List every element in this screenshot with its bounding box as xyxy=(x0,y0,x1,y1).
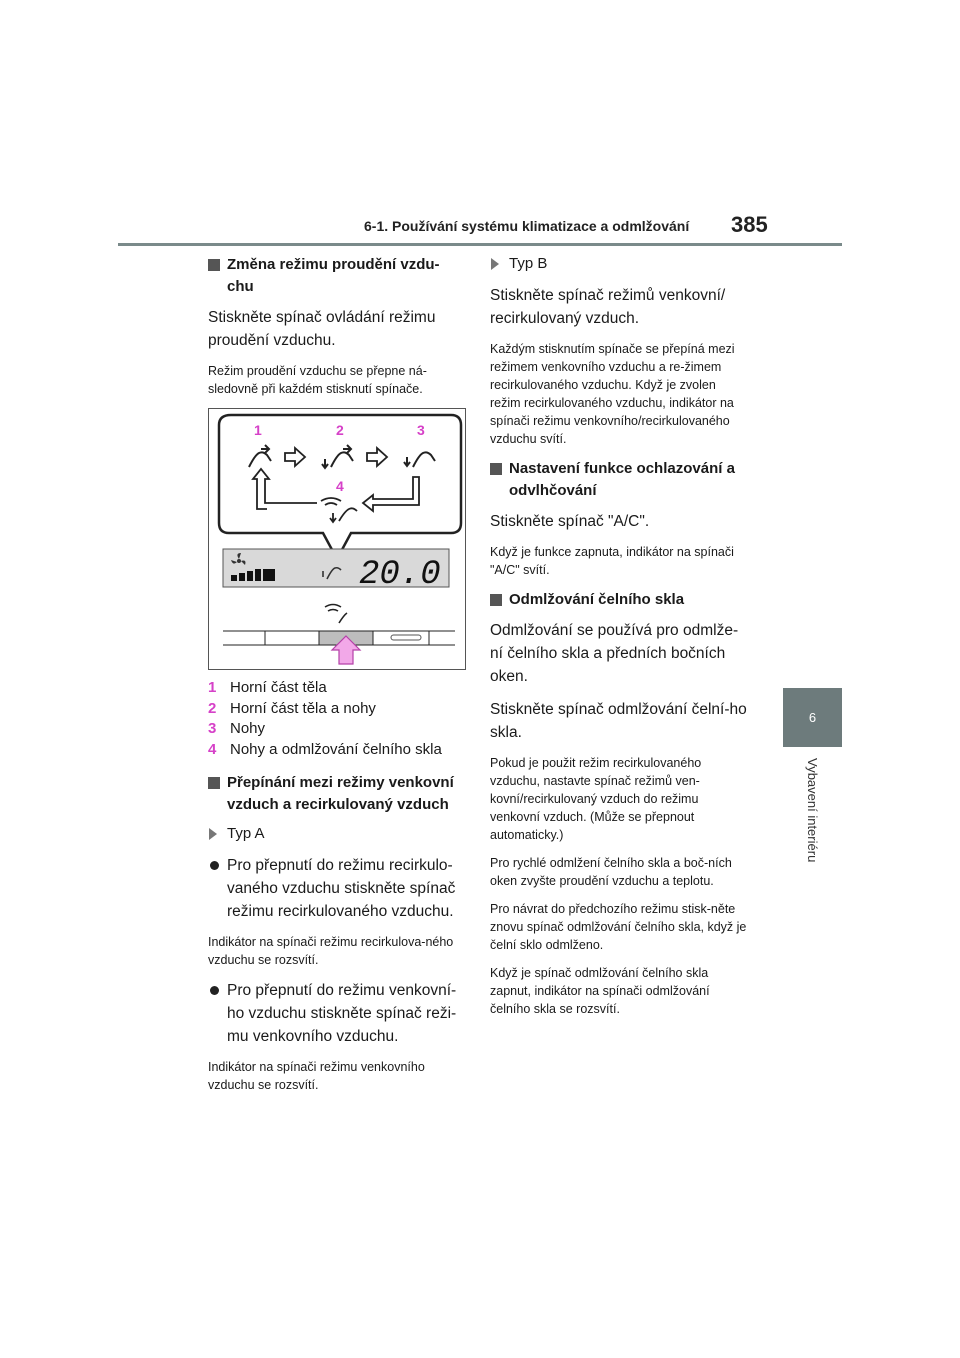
right-column xyxy=(490,254,748,1028)
airflow-mode-figure xyxy=(208,408,466,670)
chapter-tab: 6 xyxy=(783,688,842,747)
note: Indikátor na spínači režimu venkovního vzduchu se rozsvítí. xyxy=(208,1060,425,1092)
legend-item: 2 Horní část těla a nohy xyxy=(208,699,376,717)
heading-air-intake: Přepínání mezi režimy venkovní vzduch a recirkulovaný vzduch xyxy=(208,772,466,816)
square-bullet-icon xyxy=(208,777,220,789)
legend-item: 3 Nohy xyxy=(208,720,266,737)
note: Když je funkce zapnuta, indikátor na spínači "A/C" svítí. xyxy=(490,545,734,577)
legend-item: 4 Nohy a odmlžování čelního skla xyxy=(208,740,442,758)
bullet-item: Pro přepnutí do režimu recirkulo-vaného vzduchu stiskněte spínač režimu recirkulovaného vzduchu. xyxy=(208,854,466,923)
square-bullet-icon xyxy=(490,463,502,475)
temperature-readout: 20.0 xyxy=(359,556,441,594)
legend-item: 1 Horní část těla xyxy=(208,679,327,696)
note: Pokud je použit režim recirkulovaného vzduchu, nastavte spínač režimů ven-kovní/recirkulovaný vzduch do režimu venkovní vzduch. (Může se přepnout automaticky.) xyxy=(490,756,702,842)
section-title: 6-1. Používání systému klimatizace a odmlžování xyxy=(364,218,690,234)
heading-airflow-mode: Změna režimu proudění vzdu-chu xyxy=(208,254,466,298)
mode-label-1: 1 xyxy=(254,422,262,438)
mode-label-3: 3 xyxy=(417,422,425,438)
heading-ac: Nastavení funkce ochlazování a odvlhčování xyxy=(490,458,748,502)
type-a-label: Typ A xyxy=(208,824,466,844)
page-number: 385 xyxy=(731,212,768,237)
note: Pro návrat do předchozího režimu stisk-něte znovu spínač odmlžování čelního skla, když je čelní sklo odmlženo. xyxy=(490,902,747,952)
note: Indikátor na spínači režimu recirkulova-ného vzduchu se rozsvítí. xyxy=(208,935,454,967)
paragraph: Odmlžování se používá pro odmlže-ní čelního skla a předních bočních oken. xyxy=(490,622,739,685)
note: Pro rychlé odmlžení čelního skla a boč-ních oken zvyšte proudění vzduchu a teplotu. xyxy=(490,856,732,888)
bullet-item: Pro přepnutí do režimu venkovní-ho vzduchu stiskněte spínač reži-mu venkovního vzduchu. xyxy=(208,979,466,1048)
type-b-label: Typ B xyxy=(490,254,748,274)
paragraph: Stiskněte spínač režimů venkovní/ recirkulovaný vzduch. xyxy=(490,287,726,327)
square-bullet-icon xyxy=(208,259,220,271)
defrost-feet-small-icon xyxy=(325,605,347,624)
mode-label-2: 2 xyxy=(336,422,344,438)
heading-defog: Odmlžování čelního skla xyxy=(490,589,748,611)
header-rule xyxy=(118,243,842,246)
paragraph: Stiskněte spínač ovládání režimu proudění vzduchu. xyxy=(208,309,436,349)
triangle-bullet-icon xyxy=(209,828,217,840)
bullet-dot-icon xyxy=(210,861,219,870)
triangle-bullet-icon xyxy=(491,258,499,270)
switch-indicator xyxy=(391,635,421,640)
left-column xyxy=(208,254,466,1104)
paragraph: Stiskněte spínač "A/C". xyxy=(490,513,650,530)
paragraph: Stiskněte spínač odmlžování čelní-ho skla. xyxy=(490,701,747,741)
bullet-dot-icon xyxy=(210,986,219,995)
chapter-label: Vybavení interiéru xyxy=(805,758,820,863)
note: Když je spínač odmlžování čelního skla zapnut, indikátor na spínači odmlžování čelního skla se rozsvítí. xyxy=(490,966,710,1016)
airflow-mode-diagram xyxy=(209,409,465,669)
note: Každým stisknutím spínače se přepíná mezi režimem venkovního vzduchu a re-žimem recirkulovaného vzduchu. Když je zvolen režim recirkulovaného vzduchu, indikátor na spínači režimu venkovního/recirkulovaného vzduchu svítí. xyxy=(490,342,735,446)
square-bullet-icon xyxy=(490,594,502,606)
mode-label-4: 4 xyxy=(336,478,344,494)
note: Režim proudění vzduchu se přepne ná-sledovně při každém stisknutí spínače. xyxy=(208,364,427,396)
